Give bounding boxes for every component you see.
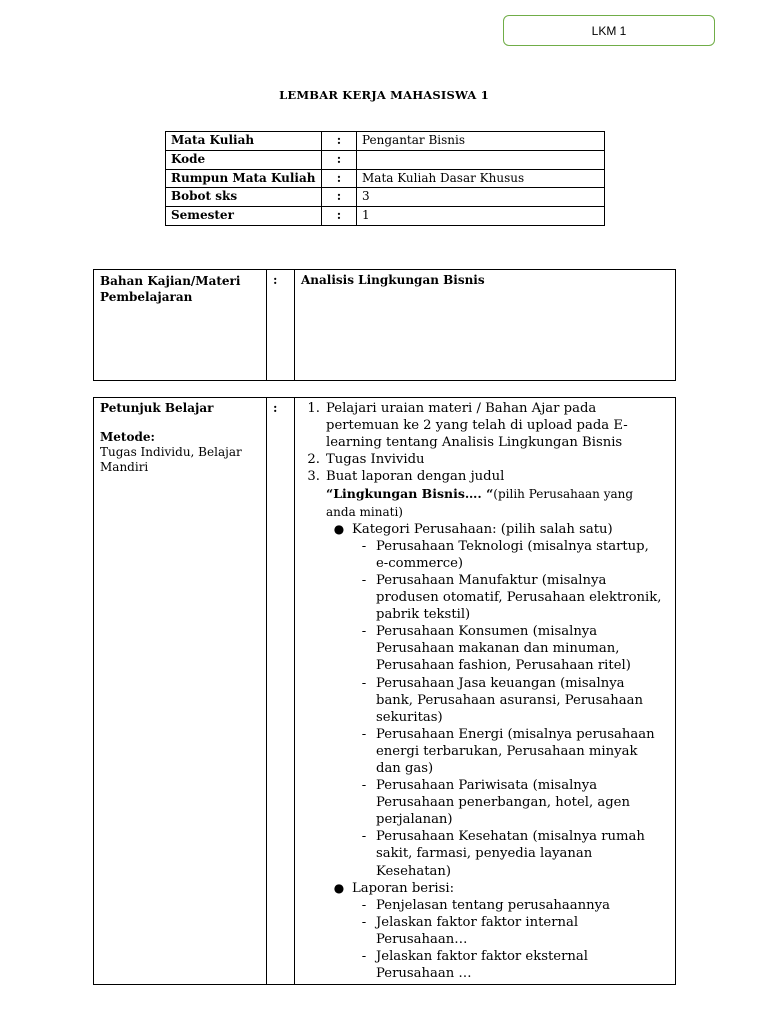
course-info-table [165, 131, 605, 226]
list-item [299, 400, 665, 451]
list-item [299, 897, 665, 914]
bullet-icon: ● [333, 521, 345, 536]
kategori-item: Perusahaan Pariwisata (misalnya Perusahaan penerbangan, hotel, agen perjalanan) [376, 778, 630, 828]
list-item [299, 726, 665, 777]
info-label: Kode [166, 150, 322, 169]
info-value: 1 [357, 207, 605, 226]
kategori-item: Perusahaan Energi (misalnya perusahaan energi terbarukan, Perusahaan minyak dan gas) [376, 726, 655, 776]
info-colon: : [322, 207, 357, 226]
metode-label: Metode: [100, 430, 155, 444]
step-number: 2. [307, 452, 320, 468]
materi-colon: : [267, 270, 295, 381]
dash-icon: - [361, 829, 367, 845]
laporan-item: Penjelasan tentang perusahaannya [376, 897, 610, 913]
dash-icon: - [361, 778, 367, 794]
petunjuk-label: Petunjuk Belajar [100, 401, 214, 415]
info-label: Semester [166, 207, 322, 226]
kategori-item: Perusahaan Konsumen (misalnya Perusahaan makanan dan minuman, Perusahaan fashion, Perusahaan ritel) [376, 624, 631, 674]
info-value: 3 [357, 188, 605, 207]
laporan-item: Jelaskan faktor faktor eksternal Perusahaan … [376, 949, 588, 982]
materi-table [93, 269, 676, 381]
info-colon: : [322, 188, 357, 207]
kategori-item: Perusahaan Teknologi (misalnya startup, e-commerce) [376, 538, 649, 571]
list-item [299, 948, 665, 982]
info-colon: : [322, 150, 357, 169]
info-label: Rumpun Mata Kuliah [166, 169, 322, 188]
list-item [299, 880, 665, 897]
materi-label: Bahan Kajian/Materi Pembelajaran [94, 270, 267, 381]
table-row [166, 150, 605, 169]
petunjuk-content [295, 398, 676, 985]
list-item [299, 521, 665, 538]
list-item [299, 468, 665, 485]
dash-icon: - [361, 572, 367, 588]
laporan-label: Laporan berisi: [352, 880, 455, 896]
report-title: “Lingkungan Bisnis…. “ [326, 486, 494, 502]
list-item [299, 572, 665, 623]
kategori-label: Kategori Perusahaan: (pilih salah satu) [352, 521, 613, 537]
table-row [166, 188, 605, 207]
list-item [299, 538, 665, 572]
info-value: Pengantar Bisnis [357, 132, 605, 151]
table-row [94, 270, 676, 381]
list-item [299, 451, 665, 468]
table-row [166, 207, 605, 226]
list-item [299, 914, 665, 948]
list-item [299, 623, 665, 674]
bullet-icon: ● [333, 880, 345, 895]
step-number: 1. [307, 401, 320, 416]
info-colon: : [322, 169, 357, 188]
kategori-item: Perusahaan Manufaktur (misalnya produsen otomatif, Perusahaan elektronik, pabrik tekstil) [376, 572, 662, 623]
step-text: Pelajari uraian materi / Bahan Ajar pada pertemuan ke 2 yang telah di upload pada E-learning tentang Analisis Lingkungan Bisnis [326, 401, 628, 451]
step-text: Buat laporan dengan judul [326, 469, 505, 485]
list-item [299, 777, 665, 828]
dash-icon: - [361, 914, 367, 930]
petunjuk-label-cell [94, 398, 267, 985]
step-number: 3. [307, 469, 320, 485]
table-row [166, 169, 605, 188]
document-title: LEMBAR KERJA MAHASISWA 1 [279, 88, 489, 102]
info-label: Mata Kuliah [166, 132, 322, 151]
list-item [299, 675, 665, 726]
info-value [357, 150, 605, 169]
report-note: (pilih Perusahaan yang anda minati) [326, 487, 634, 519]
dash-icon: - [361, 726, 367, 742]
table-row [94, 398, 676, 985]
list-item [299, 828, 665, 879]
dash-icon: - [361, 897, 367, 913]
step-text: Tugas Invividu [326, 452, 425, 468]
dash-icon: - [361, 675, 367, 691]
petunjuk-table [93, 397, 676, 985]
dash-icon: - [361, 538, 367, 554]
kategori-item: Perusahaan Kesehatan (misalnya rumah sakit, farmasi, penyedia layanan Kesehatan) [376, 829, 645, 879]
report-title-line [299, 485, 665, 520]
lkm-badge: LKM 1 [503, 15, 715, 46]
metode-value: Tugas Individu, Belajar Mandiri [100, 445, 242, 474]
petunjuk-colon: : [267, 398, 295, 985]
dash-icon: - [361, 624, 367, 640]
kategori-item: Perusahaan Jasa keuangan (misalnya bank, Perusahaan asuransi, Perusahaan sekuritas) [376, 675, 643, 725]
materi-value: Analisis Lingkungan Bisnis [295, 270, 676, 381]
dash-icon: - [361, 949, 367, 964]
info-label: Bobot sks [166, 188, 322, 207]
laporan-item: Jelaskan faktor faktor internal Perusahaan… [376, 914, 579, 947]
info-value: Mata Kuliah Dasar Khusus [357, 169, 605, 188]
table-row [166, 132, 605, 151]
info-colon: : [322, 132, 357, 151]
